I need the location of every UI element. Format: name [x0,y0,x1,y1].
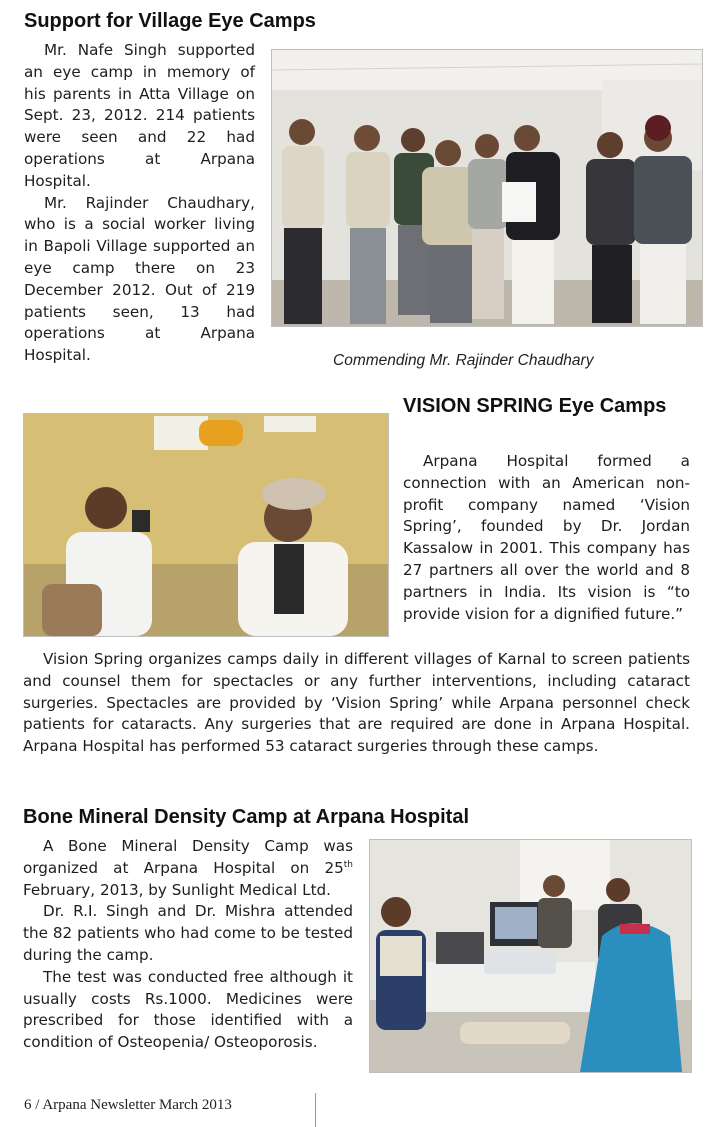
camp-date-text: A Bone Mineral Density Camp was organized at Arpana Hospital on 25 [23,837,353,877]
paragraph-rajinder-chaudhary: Mr. Rajinder Chaudhary, who is a social worker living in Bapoli Village supported an eye camp there on 23 December 2012. Out of 219 patients seen, 13 had operations at Arpana Hospital. [24,193,255,365]
section-heading-village-eye-camps: Support for Village Eye Camps [24,10,316,32]
paragraph-vision-spring-connection: Arpana Hospital formed a connection with an American non-profit company named ‘Vision Spring’, founded by Dr. Jordan Kassalow in 2001. This company has 27 partners all over the world and 8 partners in India. Its vision is “to provide vision for a dignified future.” [403,452,690,623]
date-suffix: th [343,859,353,870]
paragraph-nafe-singh: Mr. Nafe Singh supported an eye camp in memory of his parents in Atta Village on Sept. 23, 2012. 214 patients were seen and 22 had operations at Arpana Hospital. [24,41,255,190]
village-eye-camps-text [24,40,255,367]
page-footer: 6 / Arpana Newsletter March 2013 [24,1097,232,1113]
paragraph-vision-spring-camps: Vision Spring organizes camps daily in different villages of Karnal to screen patients and counsel them for spectacles or any further interventions, including cataract surgeries. Spectacles are provided by ‘Vision Spring’ while Arpana personnel check patients for cataracts. Any surgeries that are required are done in Arpana Hospital. Arpana Hospital has performed 53 cataract surgeries through these camps. [23,650,690,756]
paragraph-bone-density-camp [23,836,353,901]
bone-density-text [23,836,353,1054]
photo-bone-density-test [369,839,692,1073]
paragraph-doctors: Dr. R.I. Singh and Dr. Mishra attended the 82 patients who had come to be tested during the camp. [23,902,353,964]
vision-spring-camps-text [23,649,690,758]
camp-organizer-text: February, 2013, by Sunlight Medical Ltd. [23,880,331,899]
footer-divider [315,1093,316,1127]
photo-vision-spring-eye-exam [23,413,389,637]
section-heading-vision-spring: VISION SPRING Eye Camps [403,395,667,417]
vision-spring-intro-text [403,451,690,625]
photo-caption: Commending Mr. Rajinder Chaudhary [333,352,594,369]
paragraph-test-cost: The test was conducted free although it usually costs Rs.1000. Medicines were prescribed for those identified with a condition of Osteopenia/ Osteoporosis. [23,967,353,1052]
section-heading-bone-density: Bone Mineral Density Camp at Arpana Hospital [23,806,470,828]
photo-commending-ceremony [271,49,703,327]
